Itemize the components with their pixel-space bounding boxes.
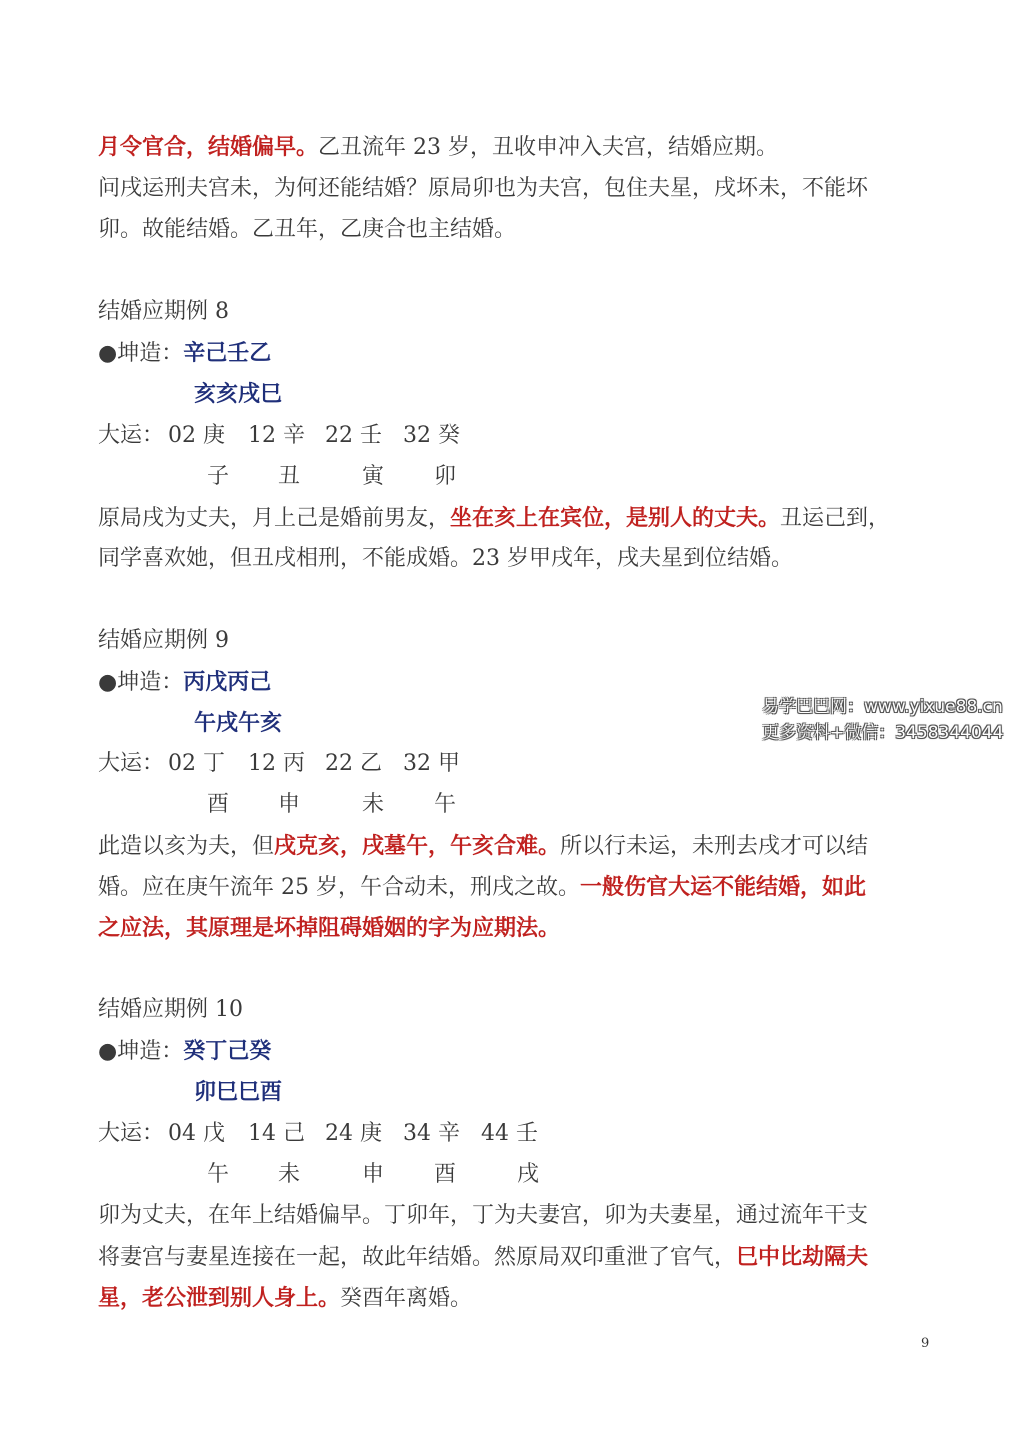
watermark-line: 更多资料+微信：3458344044: [762, 723, 1004, 743]
heavenly-stems: 辛己壬乙: [183, 340, 272, 366]
dayun-item: 22 乙: [325, 751, 382, 776]
dayun-branch: 卯: [434, 464, 457, 489]
chart-label: ●坤造：: [98, 1039, 184, 1064]
dayun-item: 24 庚: [325, 1121, 382, 1146]
dayun-branch: 酉: [207, 792, 230, 817]
highlight-text: 巳中比劫隔夫: [736, 1244, 869, 1270]
dayun-branch: 子: [207, 464, 230, 489]
highlight-text: 月令官合，结婚偏早。: [98, 134, 319, 160]
dayun-branch: 戌: [517, 1162, 540, 1187]
page-number: 9: [921, 1336, 930, 1351]
dayun-branch: 申: [362, 1162, 385, 1187]
dayun-item: 02 丁: [168, 751, 225, 776]
heavenly-stems: 癸丁己癸: [183, 1038, 272, 1064]
dayun-branch: 丑: [278, 464, 301, 489]
para-line: [98, 913, 938, 944]
dayun-label: 大运：: [98, 1121, 165, 1146]
highlight-text: 之应法，其原理是坏掉阻碍婚姻的字为应期法。: [98, 915, 561, 941]
para-line: [98, 132, 938, 163]
heavenly-stems: 丙戊丙己: [183, 669, 272, 695]
dayun-item: 34 辛: [403, 1121, 460, 1146]
section-title: 结婚应期例 9: [98, 628, 229, 653]
section-title: 结婚应期例 10: [98, 997, 243, 1022]
dayun-item: 12 辛: [248, 423, 305, 448]
body-text: 丑运己到，: [780, 506, 891, 531]
para-line: 问戌运刑夫宫未，为何还能结婚？原局卯也为夫宫，包住夫星，戌坏未，不能坏: [98, 176, 869, 201]
para-line: [98, 503, 938, 534]
body-text: 婚。应在庚午流年 25 岁，午合动未，刑戌之故。: [98, 875, 580, 900]
dayun-branch: 午: [434, 792, 457, 817]
para-line: [98, 1242, 938, 1273]
chart-label-row: [98, 338, 938, 369]
para-line: [98, 872, 938, 903]
dayun-item: 44 壬: [481, 1121, 538, 1146]
earthly-branches: 亥亥戌巳: [194, 381, 283, 407]
highlight-text: 坐在亥上在宾位，是别人的丈夫。: [450, 505, 781, 531]
dayun-item: 12 丙: [248, 751, 305, 776]
para-line: 同学喜欢她，但丑戌相刑，不能成婚。23 岁甲戌年，戌夫星到位结婚。: [98, 546, 793, 571]
dayun-branch: 未: [278, 1162, 301, 1187]
section-title: 结婚应期例 8: [98, 299, 229, 324]
dayun-label: 大运：: [98, 423, 165, 448]
dayun-item: 22 壬: [325, 423, 382, 448]
dayun-item: 32 甲: [403, 751, 460, 776]
dayun-item: 14 己: [248, 1121, 305, 1146]
dayun-item: 32 癸: [403, 423, 460, 448]
para-line: [98, 1283, 938, 1314]
body-text: 原局戌为丈夫，月上己是婚前男友，: [98, 506, 451, 531]
para-line: 卯为丈夫，在年上结婚偏早。丁卯年，丁为夫妻宫，卯为夫妻星，通过流年干支: [98, 1203, 869, 1228]
chart-label-row: [98, 1036, 938, 1067]
para-line: 卯。故能结婚。乙丑年，乙庚合也主结婚。: [98, 217, 517, 242]
highlight-text: 戌克亥，戌墓午，午亥合难。: [274, 833, 561, 859]
dayun-branch: 申: [278, 792, 301, 817]
chart-label: ●坤造：: [98, 341, 184, 366]
dayun-branch: 未: [362, 792, 385, 817]
body-text: 此造以亥为夫，但: [98, 834, 275, 859]
dayun-item: 02 庚: [168, 423, 225, 448]
dayun-label: 大运：: [98, 751, 165, 776]
dayun-branch: 午: [207, 1162, 230, 1187]
body-text: 将妻宫与妻星连接在一起，故此年结婚。然原局双印重泄了官气，: [98, 1245, 737, 1270]
para-line: [98, 831, 938, 862]
dayun-item: 04 戊: [168, 1121, 225, 1146]
body-text: 所以行未运，未刑去戌才可以结: [560, 834, 869, 859]
chart-label-row: [98, 667, 938, 698]
dayun-branch: 寅: [362, 464, 385, 489]
dayun-branch: 酉: [434, 1162, 457, 1187]
chart-label: ●坤造：: [98, 670, 184, 695]
highlight-text: 星，老公泄到别人身上。: [98, 1285, 341, 1311]
earthly-branches: 卯巳巳酉: [194, 1079, 283, 1105]
watermark-line: 易学巴巴网：www.yixue88.cn: [762, 697, 1003, 717]
body-text: 癸酉年离婚。: [340, 1286, 473, 1311]
highlight-text: 一般伤官大运不能结婚，如此: [579, 874, 866, 900]
body-text: 乙丑流年 23 岁，丑收申冲入夫宫，结婚应期。: [318, 135, 778, 160]
earthly-branches: 午戌午亥: [194, 710, 283, 736]
